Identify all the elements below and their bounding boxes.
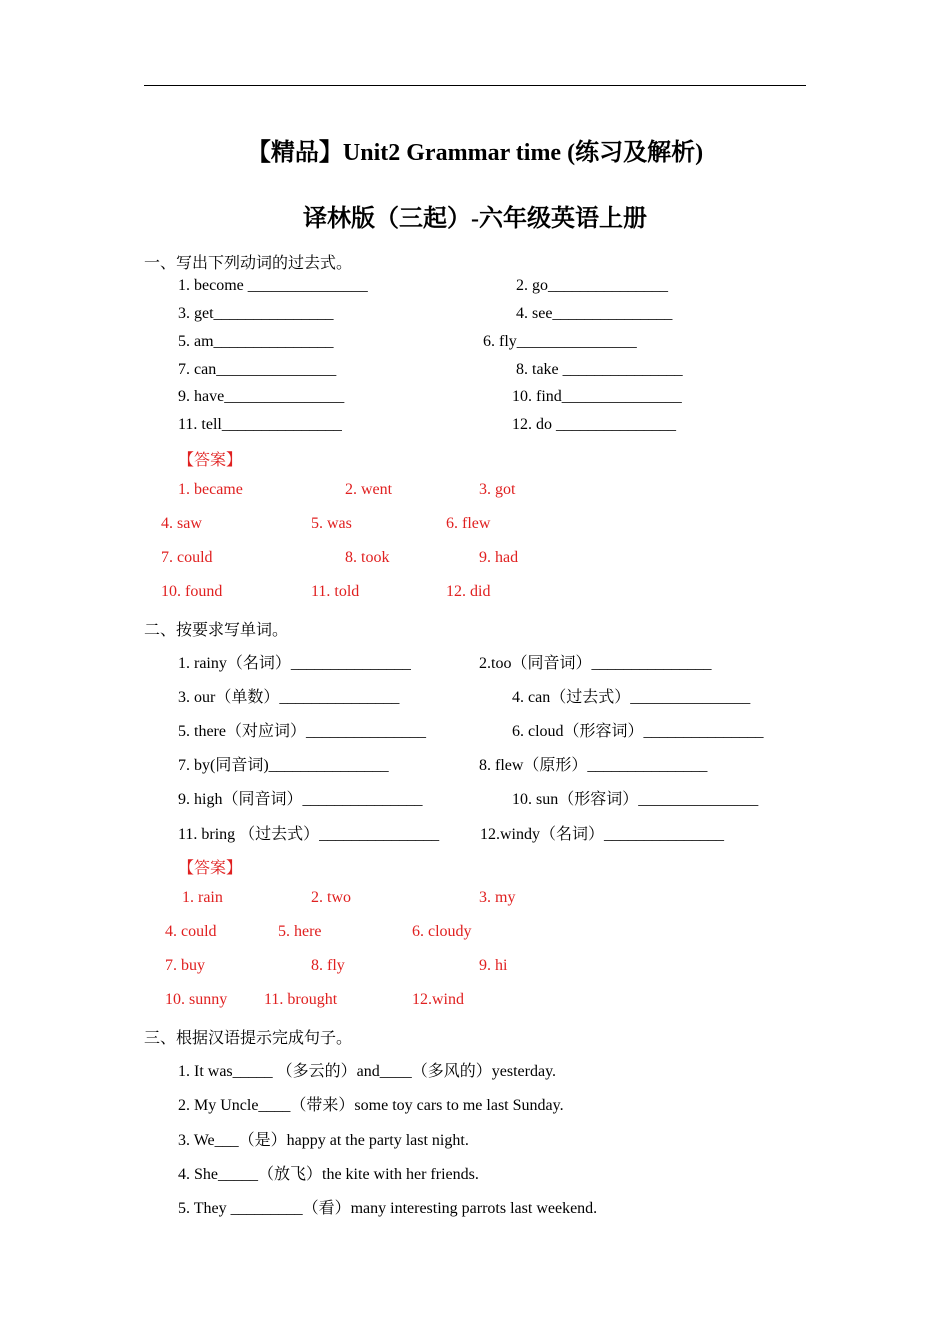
answer-item: 12. did	[446, 583, 491, 600]
answer-item: 11. told	[311, 583, 360, 600]
question-item: 1. rainy（名词）_______________	[178, 655, 411, 672]
answer-item: 6. cloudy	[412, 923, 472, 940]
page-subtitle: 译林版（三起）-六年级英语上册	[303, 206, 647, 232]
question-item: 10. find_______________	[512, 388, 682, 405]
answer-item: 4. saw	[161, 515, 202, 532]
answer-item: 3. my	[479, 889, 516, 906]
question-item: 9. high（同音词）_______________	[178, 791, 423, 808]
answer-label: 【答案】	[178, 860, 243, 877]
question-item: 6. fly_______________	[483, 333, 637, 350]
question-item: 4. can（过去式）_______________	[512, 689, 751, 706]
answer-item: 9. had	[479, 549, 519, 566]
question-item: 5. there（对应词）_______________	[178, 723, 426, 740]
answer-item: 2. went	[345, 481, 393, 498]
answer-item: 5. here	[278, 923, 322, 940]
question-item: 7. by(同音词)_______________	[178, 757, 389, 774]
answer-item: 7. could	[161, 549, 213, 566]
question-item: 10. sun（形容词）_______________	[512, 791, 759, 808]
answer-item: 2. two	[311, 889, 351, 906]
question-item: 8. take _______________	[516, 361, 683, 378]
answer-item: 9. hi	[479, 957, 508, 974]
sentence-item: 1. It was_____ （多云的）and____（多风的）yesterday.	[178, 1063, 557, 1080]
answer-item: 1. rain	[182, 889, 223, 906]
sentence-item: 5. They _________（看）many interesting parrots last weekend.	[178, 1200, 598, 1217]
answer-item: 7. buy	[165, 957, 205, 974]
answer-item: 12.wind	[412, 991, 464, 1008]
answer-item: 8. took	[345, 549, 390, 566]
answer-item: 10. found	[161, 583, 223, 600]
page-title: 【精品】Unit2 Grammar time (练习及解析)	[246, 140, 704, 166]
question-item: 3. our（单数）_______________	[178, 689, 400, 706]
question-item: 11. tell_______________	[178, 416, 342, 433]
question-item: 9. have_______________	[178, 388, 345, 405]
question-item: 2. go_______________	[516, 277, 668, 294]
question-item: 11. bring （过去式）_______________	[178, 826, 440, 843]
question-item: 5. am_______________	[178, 333, 334, 350]
question-item: 3. get_______________	[178, 305, 334, 322]
answer-item: 1. became	[178, 481, 243, 498]
sentence-item: 2. My Uncle____（带来）some toy cars to me last Sunday.	[178, 1097, 564, 1114]
answer-item: 8. fly	[311, 957, 345, 974]
question-item: 12. do _______________	[512, 416, 676, 433]
section-heading-3: 三、根据汉语提示完成句子。	[144, 1030, 353, 1047]
question-item: 2.too（同音词）_______________	[479, 655, 712, 672]
question-item: 12.windy（名词）_______________	[480, 826, 725, 843]
answer-item: 3. got	[479, 481, 516, 498]
question-item: 7. can_______________	[178, 361, 337, 378]
question-item: 4. see_______________	[516, 305, 673, 322]
answer-item: 10. sunny	[165, 991, 228, 1008]
question-item: 8. flew（原形）_______________	[479, 757, 708, 774]
answer-item: 11. brought	[264, 991, 338, 1008]
sentence-item: 3. We___（是）happy at the party last night.	[178, 1132, 469, 1149]
answer-label: 【答案】	[178, 452, 243, 469]
answer-item: 5. was	[311, 515, 352, 532]
question-item: 6. cloud（形容词）_______________	[512, 723, 764, 740]
sentence-item: 4. She_____（放飞）the kite with her friends.	[178, 1166, 479, 1183]
question-item: 1. become _______________	[178, 277, 368, 294]
section-heading-2: 二、按要求写单词。	[144, 622, 289, 639]
answer-item: 6. flew	[446, 515, 491, 532]
section-heading-1: 一、写出下列动词的过去式。	[144, 255, 353, 272]
answer-item: 4. could	[165, 923, 217, 940]
header-rule	[144, 85, 806, 86]
